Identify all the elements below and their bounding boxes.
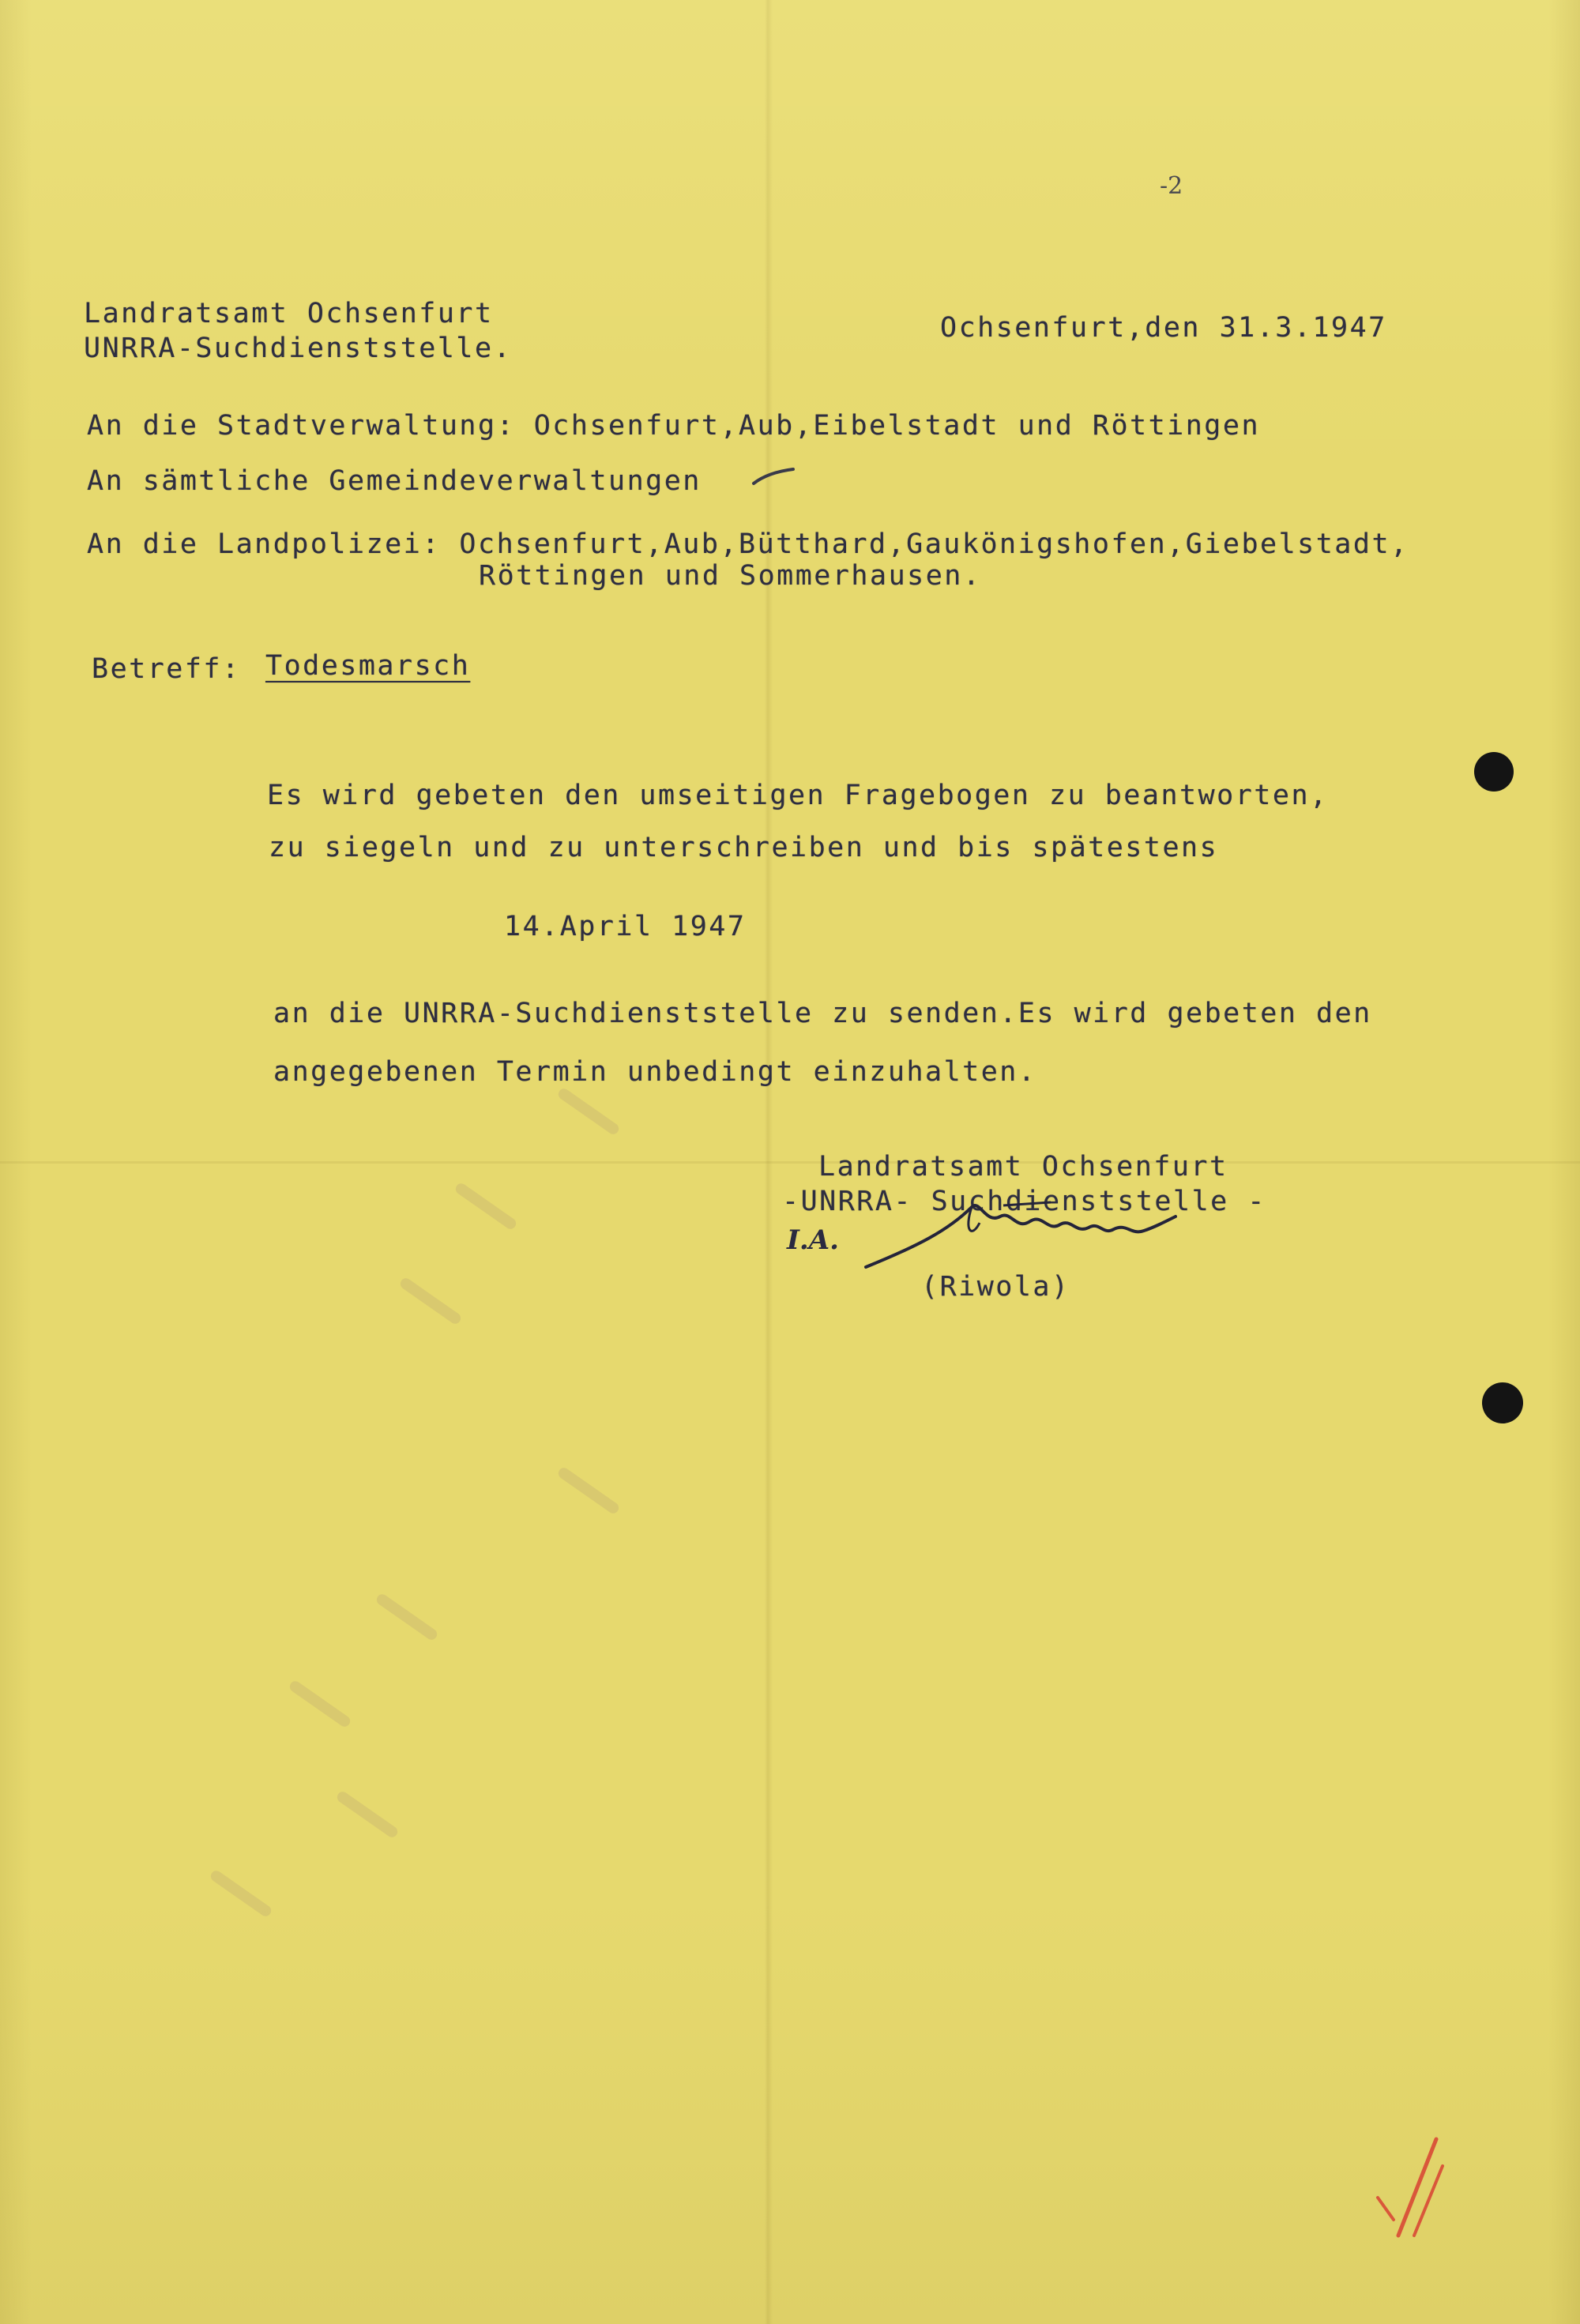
body-line-1: Es wird gebeten den umseitigen Fragebogen zu beantworten, bbox=[267, 780, 1329, 811]
recipient-city-administrations: An die Stadtverwaltung: Ochsenfurt,Aub,Eibelstadt und Röttingen bbox=[87, 410, 1261, 442]
place-and-date: Ochsenfurt,den 31.3.1947 bbox=[940, 312, 1387, 344]
page-number: -2 bbox=[1160, 172, 1183, 200]
recipient-municipal-administrations: An sämtliche Gemeindeverwaltungen bbox=[87, 465, 702, 497]
paper-smudge bbox=[556, 1086, 621, 1136]
pencil-tick-mark bbox=[750, 466, 796, 487]
paper-smudge bbox=[453, 1181, 518, 1231]
office-name: Landratsamt Ochsenfurt bbox=[84, 298, 494, 329]
paper-smudge bbox=[335, 1789, 400, 1839]
deadline-date: 14.April 1947 bbox=[504, 911, 747, 942]
paper-smudge bbox=[556, 1465, 621, 1515]
recipient-rural-police: An die Landpolizei: Ochsenfurt,Aub,Bütthard,Gaukönigshofen,Giebelstadt, bbox=[87, 528, 1409, 560]
signature-department: -UNRRA- Suchdienststelle - bbox=[782, 1186, 1266, 1217]
body-line-3: an die UNRRA-Suchdienststelle zu senden.Es wird gebeten den bbox=[273, 998, 1372, 1029]
subject-value: Todesmarsch bbox=[265, 650, 471, 682]
signature-office: Landratsamt Ochsenfurt bbox=[818, 1151, 1228, 1183]
subject-label: Betreff: bbox=[92, 653, 241, 685]
handwritten-signature bbox=[853, 1175, 1185, 1278]
signatory-name: (Riwola) bbox=[921, 1271, 1070, 1303]
paper-smudge bbox=[398, 1276, 463, 1326]
body-line-4: angegebenen Termin unbedingt einzuhalten. bbox=[273, 1056, 1037, 1088]
paper-smudge bbox=[374, 1592, 439, 1641]
office-department: UNRRA-Suchdienststelle. bbox=[84, 333, 513, 364]
recipient-rural-police-continued: Röttingen und Sommerhausen. bbox=[479, 560, 982, 592]
punch-hole-top bbox=[1474, 752, 1514, 792]
paper-fold bbox=[0, 1161, 1580, 1164]
signature-by-order: I.A. bbox=[787, 1224, 839, 1256]
paper-smudge bbox=[288, 1679, 352, 1728]
red-pencil-mark bbox=[1367, 2125, 1469, 2243]
punch-hole-bottom bbox=[1482, 1382, 1523, 1423]
paper-smudge bbox=[209, 1868, 273, 1918]
body-line-2: zu siegeln und zu unterschreiben und bis spätestens bbox=[269, 832, 1219, 863]
